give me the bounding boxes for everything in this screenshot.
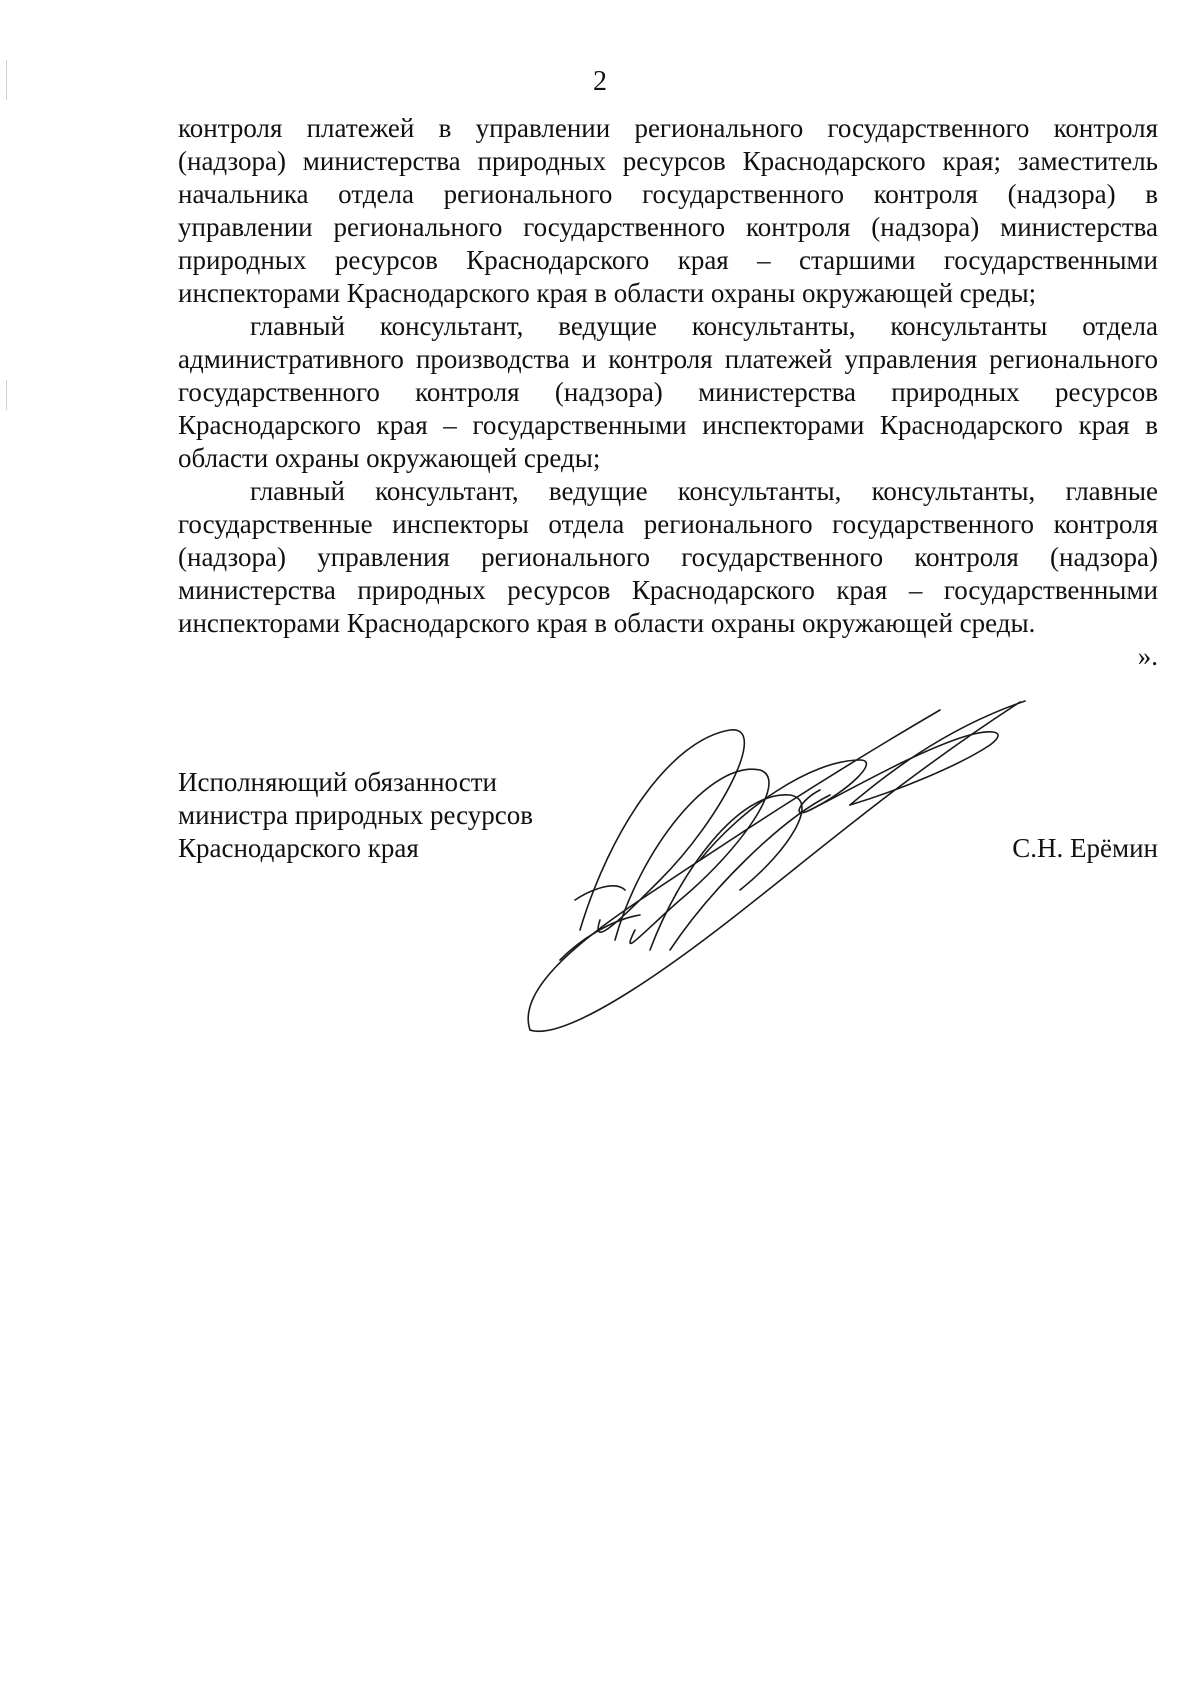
paragraph-administrative-department: главный консультант, ведущие консультанты, консультанты отдела административного производства и контроля платежей управления регионального государственного контроля (надзора) министерства природных ресурсов Краснодарского края – государственными инспекторами Краснодарского края в области охраны окружающей среды; <box>178 311 1158 473</box>
scan-margin-mark <box>6 380 7 410</box>
paragraph-control-department: главный консультант, ведущие консультанты, консультанты, главные государственные инспекторы отдела регионального государственного контроля (надзора) управления регионального государственного контроля (надзора) министерства природных ресурсов Краснодарского края – государственными инспекторами Краснодарского края в области охраны окружающей среды. <box>178 476 1158 638</box>
signatory-title-line: Краснодарского края <box>178 833 419 863</box>
page-number: 2 <box>593 66 607 97</box>
signatory-title-line: министра природных ресурсов <box>178 800 533 830</box>
closing-quote: ». <box>1137 641 1158 671</box>
signatory-title-line: Исполняющий обязанности <box>178 767 497 797</box>
handwritten-signature <box>520 700 1040 1060</box>
document-body <box>178 112 1158 673</box>
paragraph-continuation: контроля платежей в управлении регионального государственного контроля (надзора) министерства природных ресурсов Краснодарского края; заместитель начальника отдела регионального государственного контроля (надзора) в управлении регионального государственного контроля (надзора) министерства природных ресурсов Краснодарского края – старшими государственными инспекторами Краснодарского края в области охраны окружающей среды; <box>178 113 1158 308</box>
signatory-name: С.Н. Ерёмин <box>1012 833 1158 863</box>
